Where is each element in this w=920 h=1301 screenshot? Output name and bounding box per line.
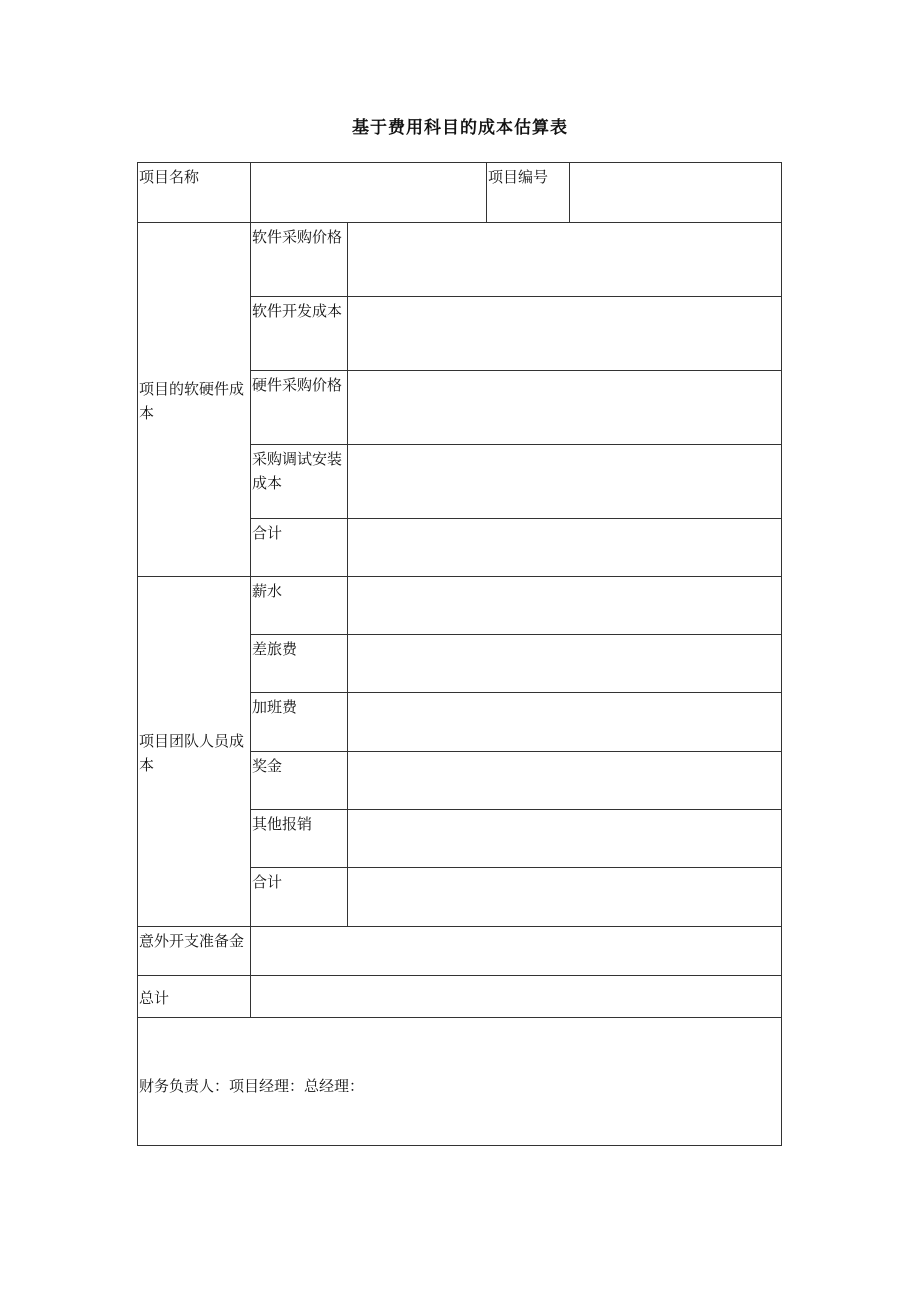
table-row	[138, 577, 782, 635]
hardware-software-section-label: 项目的软硬件成本	[138, 223, 251, 577]
contingency-label: 意外开支准备金	[138, 927, 251, 976]
team-subtotal-label: 合计	[251, 868, 348, 927]
table-row	[138, 976, 782, 1018]
software-dev-label: 软件开发成本	[251, 297, 348, 371]
hardware-software-subtotal-label: 合计	[251, 519, 348, 577]
salary-label: 薪水	[251, 577, 348, 635]
team-section-label: 项目团队人员成本	[138, 577, 251, 927]
hardware-purchase-field[interactable]	[348, 371, 782, 445]
bonus-label: 奖金	[251, 752, 348, 810]
salary-field[interactable]	[348, 577, 782, 635]
overtime-label: 加班费	[251, 693, 348, 752]
project-name-field[interactable]	[251, 163, 487, 223]
table-row	[138, 927, 782, 976]
install-debug-field[interactable]	[348, 445, 782, 519]
page-title: 基于费用科目的成本估算表	[352, 118, 568, 138]
signatures-line[interactable]: 财务负责人：项目经理：总经理：	[138, 1018, 782, 1146]
software-purchase-field[interactable]	[348, 223, 782, 297]
project-name-label: 项目名称	[138, 163, 251, 223]
team-subtotal-field[interactable]	[348, 868, 782, 927]
table-row	[138, 223, 782, 297]
overtime-field[interactable]	[348, 693, 782, 752]
travel-label: 差旅费	[251, 635, 348, 693]
install-debug-label: 采购调试安装成本	[251, 445, 348, 519]
hardware-software-subtotal-field[interactable]	[348, 519, 782, 577]
signature-row	[138, 1018, 782, 1146]
hardware-purchase-label: 硬件采购价格	[251, 371, 348, 445]
cost-estimate-table	[137, 162, 782, 1146]
project-no-field[interactable]	[570, 163, 782, 223]
total-field[interactable]	[251, 976, 782, 1018]
other-reimbursement-label: 其他报销	[251, 810, 348, 868]
project-no-label: 项目编号	[487, 163, 570, 223]
total-label: 总计	[138, 976, 251, 1018]
travel-field[interactable]	[348, 635, 782, 693]
bonus-field[interactable]	[348, 752, 782, 810]
software-dev-field[interactable]	[348, 297, 782, 371]
contingency-field[interactable]	[251, 927, 782, 976]
other-reimbursement-field[interactable]	[348, 810, 782, 868]
header-row	[138, 163, 782, 223]
software-purchase-label: 软件采购价格	[251, 223, 348, 297]
